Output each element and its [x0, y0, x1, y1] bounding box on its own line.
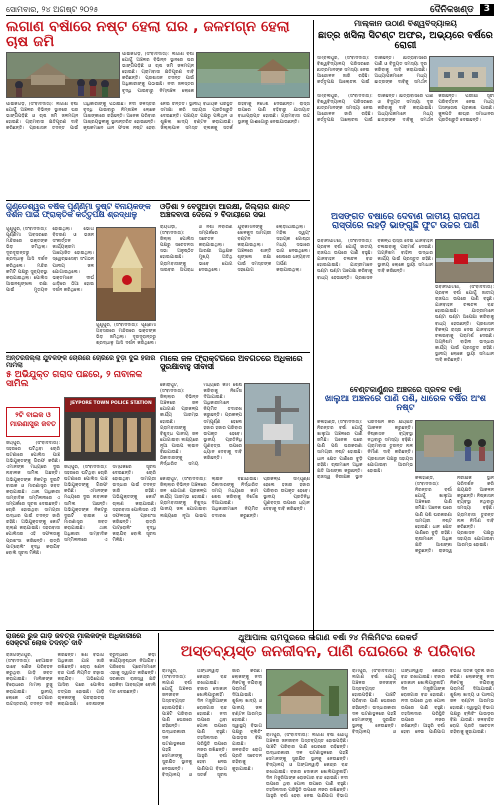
highway-body-side: ଭବାନୀପାଟଣା, (ସଂବାଦଦାତା): ପ୍ରବଳ ବର୍ଷା ଯୋଗୁଁ ଜାତୀୟ ରାଜପଥ ଉପରେ ପାଣି ବହୁଛି। ଯାନବାହନ ଚଳାଚଳ ବନ୍ଦ ହୋଇଯାଇଛି। ଯାତ୍ରୀମାନେ ଘଣ୍ଟା ଘଣ୍ଟା ଅପେକ୍ଷା କରିବାକୁ ବାଧ୍ୟ ହେଉଛନ୍ତି। ପ୍ରଶାସନ ବିକଳ୍ପ ରାସ୍ତା ଦେଇ ଯାନବାହନ ଚଳାଇବାକୁ ପରାମର୍ଶ ଦେଇଛି। ଅଗ୍ନିଶମ ବାହିନୀ ଉଦ୍ଧାର କାର୍ଯ୍ୟ ପାଇଁ ପ୍ରସ୍ତୁତ ରହିଛି। ସ୍ଥାନୀୟ ଲୋକେ ସ୍ଥାୟୀ ସମାଧାନ ଦାବି କରିଛନ୍ତି।	[435, 285, 494, 364]
lowland-body: କଳାହାଣ୍ଡି, (ସଂବାଦଦାତା): ନିରନ୍ତର ବର୍ଷା ଯୋଗୁଁ ଖାଲୁଆ ଅଞ୍ଚଳରେ ପାଣି ଜମିଛି। ଅନେକ ଘରେ ପାଣି ପଶି ଘରକରଣା ସାମଗ୍ରୀ ନଷ୍ଟ ହୋଇଛି। ଧାନ କ୍ଷେତ ପାଣିରେ ବୁଡ଼ି ରହିଛି। ଚାଷୀମାନେ ଅଧିକ କ୍ଷତି ଆଶଙ୍କା କରୁଛନ୍ତି। ରାଜସ୍ୱ ନିରୀକ୍ଷକ ସ୍ଥାନ ପରିଦର୍ଶନ କରି କ୍ଷୟକ୍ଷତି ଆକଳନ କରୁଛନ୍ତି। ନିଷ୍କାସନ ବ୍ୟବସ୍ଥା ନଥିବାରୁ ସମସ୍ୟା ବଢ଼ିଛି। ଗ୍ରାମବାସୀ ତୁରନ୍ତ ନାଳ ନିର୍ମାଣ ଦାବି କରିଛନ୍ତି। ପ୍ରଶାସନ ପକ୍ଷରୁ ସହାୟତା ଯୋଗାଇବା ଆରମ୍ଭ ହୋଇଛି।	[317, 420, 413, 480]
waterlogged-house-photo	[266, 669, 348, 729]
flooded-home-photo	[415, 420, 494, 472]
rain-disruption-body: ରାମପୁର, (ସଂବାଦଦାତା): ଲଗାଣ ବର୍ଷା ଯୋଗୁଁ ଅଞ୍ଚଳର ଜନଜୀବନ ଅସ୍ତବ୍ୟସ୍ତ ହୋଇପଡ଼ିଛି। ପାଞ୍ଚଟି ପରିବାର ପାଣି ଘେରରେ ରହିଛନ୍ତି। ଉଦ୍ଧାରକାରୀ ଦଳ ଘଟଣାସ୍ଥଳରେ ପହଞ୍ଚି ସେମାନଙ୍କୁ ସୁରକ୍ଷିତ ସ୍ଥାନକୁ ନେଉଛନ୍ତି। ବିଦ୍ୟାଳୟ ଓ ଅଙ୍ଗନୱାଡ଼ି କେନ୍ଦ୍ର ବନ୍ଦ ରଖାଯାଇଛି। ବଜାର ଦୋକାନ ଖୋଲିପାରୁନାହିଁ। ଦିନ ମଜୁରିଆଙ୍କ ରୋଜଗାର ବନ୍ଦ ହୋଇଛି। ନଦୀ ଉପରେ ଥିବା ପୋଲ ଉପରେ ପାଣି ବହୁଛି। ତହସିଲଦାର ପରିସ୍ଥିତି ଉପରେ ନଜର ରଖିଛନ୍ତି। ଆହୁରି ବର୍ଷା ହେବା ନେଇ ପାଣିପାଗ ବିଭାଗ ସତର୍କ ସୂଚନା ଜାରି କରିଛି। ଲୋକଙ୍କୁ ନଦୀ ନିକଟକୁ ନଯିବାକୁ ପରାମର୍ଶ ଦିଆଯାଇଛି। ଶୁଖିଲା ଖାଦ୍ୟ ଓ ପାନୀୟ ଜଳ ବଣ୍ଟନ ଆରମ୍ଭ ହୋଇଛି। ସ୍ୱାସ୍ଥ୍ୟ ବିଭାଗ ପକ୍ଷରୁ ବ୍ଲିଚିଂ ପାଉଡ଼ର ବିଞ୍ଚା ଯାଉଛି। ଜଳବାହିତ ରୋଗ ପ୍ରତି ସଚେତନ ରହିବାକୁ କୁହାଯାଇଛି।	[352, 669, 494, 735]
highway-body: ଭବାନୀପାଟଣା, (ସଂବାଦଦାତା): ପ୍ରବଳ ବର୍ଷା ଯୋଗୁଁ ଜାତୀୟ ରାଜପଥ ଉପରେ ପାଣି ବହୁଛି। ଯାନବାହନ ଚଳାଚଳ ବନ୍ଦ ହୋଇଯାଇଛି। ଯାତ୍ରୀମାନେ ଘଣ୍ଟା ଘଣ୍ଟା ଅପେକ୍ଷା କରିବାକୁ ବାଧ୍ୟ ହେଉଛନ୍ତି। ପ୍ରଶାସନ ବିକଳ୍ପ ରାସ୍ତା ଦେଇ ଯାନବାହନ ଚଳାଇବାକୁ ପରାମର୍ଶ ଦେଇଛି। ଅଗ୍ନିଶମ ବାହିନୀ ଉଦ୍ଧାର କାର୍ଯ୍ୟ ପାଇଁ ପ୍ରସ୍ତୁତ ରହିଛି। ସ୍ଥାନୀୟ ଲୋକେ ସ୍ଥାୟୀ ସମାଧାନ ଦାବି କରିଛନ୍ତି।	[317, 239, 433, 281]
page-number: 3	[480, 4, 494, 15]
seized-vehicle-headline: ରାଜରେ ରୁଜ ଗାଡ଼ି ଜବତ୍ର ମାଲିକଙ୍କ ଅଧିକାରୀରେ ସେକ୍ଟର ଲୋକ ତଦନ୍ତ ଦାବି	[6, 633, 142, 648]
rain-disruption-body-left: ରାମପୁର, (ସଂବାଦଦାତା): ଲଗାଣ ବର୍ଷା ଯୋଗୁଁ ଅଞ୍ଚଳର ଜନଜୀବନ ଅସ୍ତବ୍ୟସ୍ତ ହୋଇପଡ଼ିଛି। ପାଞ୍ଚଟି ପରିବାର ପାଣି ଘେରରେ ରହିଛନ୍ତି। ଉଦ୍ଧାରକାରୀ ଦଳ ଘଟଣାସ୍ଥଳରେ ପହଞ୍ଚି ସେମାନଙ୍କୁ ସୁରକ୍ଷିତ ସ୍ଥାନକୁ ନେଉଛନ୍ତି। ବିଦ୍ୟାଳୟ ଓ ଅଙ୍ଗନୱାଡ଼ି କେନ୍ଦ୍ର ବନ୍ଦ ରଖାଯାଇଛି। ବଜାର ଦୋକାନ ଖୋଲିପାରୁନାହିଁ। ଦିନ ମଜୁରିଆଙ୍କ ରୋଜଗାର ବନ୍ଦ ହୋଇଛି। ନଦୀ ଉପରେ ଥିବା ପୋଲ ଉପରେ ପାଣି ବହୁଛି। ତହସିଲଦାର ପରିସ୍ଥିତି ଉପରେ ନଜର ରଖିଛନ୍ତି। ଆହୁରି ବର୍ଷା ହେବା ନେଇ ପାଣିପାଗ ବିଭାଗ ସତର୍କ ସୂଚନା ଜାରି କରିଛି। ଲୋକଙ୍କୁ ନଦୀ ନିକଟକୁ ନଯିବାକୁ ପରାମର୍ଶ ଦିଆଯାଇଛି। ଶୁଖିଲା ଖାଦ୍ୟ ଓ ପାନୀୟ ଜଳ ବଣ୍ଟନ ଆରମ୍ଭ ହୋଇଛି। ସ୍ୱାସ୍ଥ୍ୟ ବିଭାଗ ପକ୍ଷରୁ ବ୍ଲିଚିଂ ପାଉଡ଼ର ବିଞ୍ଚା ଯାଉଛି। ଜଳବାହିତ ରୋଗ ପ୍ରତି ସଚେତନ ରହିବାକୁ କୁହାଯାଇଛି।	[162, 669, 262, 778]
water-project-body: କୋରାପୁଟ, (ସଂବାଦଦାତା): ଜିଲ୍ଲାର ବିଭିନ୍ନ ଅଞ୍ଚଳରେ ଜଳ ଯୋଗାଣ ପ୍ରକଳ୍ପ କାର୍ଯ୍ୟ ଆରମ୍ଭ ହୋଇଛି। ଗ୍ରାମବାସୀଙ୍କୁ ବିଶୁଦ୍ଧ ପାନୀୟ ଜଳ ଯୋଗାଇବା ଲକ୍ଷ୍ୟରେ ନୂଆ ପାଇପ ଲାଇନ ବିଛାଯାଉଛି। ଠିକାଦାରଙ୍କୁ ନିର୍ଦ୍ଧାରିତ ସମୟ ମଧ୍ୟରେ କାମ ଶେଷ କରିବାକୁ ନିର୍ଦ୍ଦେଶ ଦିଆଯାଇଛି। ଅଧିକାରୀମାନେ ନିୟମିତ ତଦାରଖ କରୁଛନ୍ତି। ପ୍ରକଳ୍ପ ସମ୍ପୂର୍ଣ୍ଣ ହେଲେ ହଜାର ହଜାର ପରିବାର ଉପକୃତ ହେବେ। ସ୍ଥାନୀୟ ପ୍ରତିନିଧି ଗୁଣବତ୍ତା ଉପରେ ଧ୍ୟାନ ଦେବାକୁ ଦାବି କରିଛନ୍ତି।	[160, 477, 310, 519]
police-meeting-body: ରାୟଗଡ଼ା, (ସଂବାଦଦାତା): ଜିଲ୍ଲା ପୋଲିସ ପକ୍ଷରୁ ସଚେତନତା ସଭା ଅନୁଷ୍ଠିତ ହୋଇଯାଇଛି। ଗ୍ରାମବାସୀଙ୍କୁ ସାଇବର ଅପରାଧ ଓ ନିଶା ନିବାରଣ ସମ୍ପର୍କରେ ସଚେତନ କରାଯାଇଥିଲା। ଆରକ୍ଷୀ ଅଧିକ୍ଷକ ମୁଖ୍ୟ ଅତିଥି ଭାବେ ଯୋଗ ଦେଇଥିଲେ। ଯୁବକମାନଙ୍କୁ ଖେଳକୁଦ ସାମଗ୍ରୀ ବଣ୍ଟନ କରାଯାଇଥିଲା। ଅଞ୍ଚଳରେ ଶାନ୍ତି ଶୃଙ୍ଖଳା ରକ୍ଷା ପାଇଁ ସମସ୍ତଙ୍କ ସହଯୋଗ ଲୋଡ଼ାଯାଇଥିଲା। ମହିଳା ସ୍ୱୟଂ ସହାୟକ ଗୋଷ୍ଠୀ ମଧ୍ୟ ସଭାରେ ଭାଗ ନେଇଥିଲେ। ଶେଷରେ ଧନ୍ୟବାଦ ଅର୍ପଣ କରାଯାଇଥିଲା।	[160, 225, 310, 273]
police-meeting-headline: ଓଡ଼ିଶା ୨ ବେସୁଆଡ଼ା ଆରକ୍ଷୀ, ଜିଲ୍ଲାର ଶାନ୍ତ ଅଞ୍ଚଳବାସୀ ଦେଲେ ୨ ବିଦାୟୀରେ ସଭା	[160, 203, 291, 219]
theft-kicker: ଅନ୍ତରଜିଲ୍ଲା ଯୁବକଙ୍କ ଚୋରିରେ ଚୋରିରେ ବୁଡ଼ା ଦୁଇ ହଜାର ମାମଲା	[6, 355, 156, 370]
column-divider	[313, 20, 314, 640]
house-damage-photo	[6, 52, 120, 98]
lowland-body-side: କଳାହାଣ୍ଡି, (ସଂବାଦଦାତା): ନିରନ୍ତର ବର୍ଷା ଯୋଗୁଁ ଖାଲୁଆ ଅଞ୍ଚଳରେ ପାଣି ଜମିଛି। ଅନେକ ଘରେ ପାଣି ପଶି ଘରକରଣା ସାମଗ୍ରୀ ନଷ୍ଟ ହୋଇଛି। ଧାନ କ୍ଷେତ ପାଣିରେ ବୁଡ଼ି ରହିଛି। ଚାଷୀମାନେ ଅଧିକ କ୍ଷତି ଆଶଙ୍କା କରୁଛନ୍ତି। ରାଜସ୍ୱ ନିରୀକ୍ଷକ ସ୍ଥାନ ପରିଦର୍ଶନ କରି କ୍ଷୟକ୍ଷତି ଆକଳନ କରୁଛନ୍ତି। ନିଷ୍କାସନ ବ୍ୟବସ୍ଥା ନଥିବାରୁ ସମସ୍ୟା ବଢ଼ିଛି। ଗ୍ରାମବାସୀ ତୁରନ୍ତ ନାଳ ନିର୍ମାଣ ଦାବି କରିଛନ୍ତି। ପ୍ରଶାସନ ପକ୍ଷରୁ ସହାୟତା ଯୋଗାଇବା ଆରମ୍ଭ ହୋଇଛି।	[415, 476, 494, 555]
column-divider	[158, 633, 159, 805]
story-police-meeting	[160, 203, 310, 343]
lead-body: ପାଇକଗଡ଼, (ସଂବାଦଦାତା): ଲଗାଣ ବର୍ଷା ଯୋଗୁଁ ଅଞ୍ଚଳର ବିଭିନ୍ନ ସ୍ଥାନରେ ଘର ଭାଙ୍ଗିପଡ଼ିଛି ଓ ଚାଷ ଜମି ଜଳମଗ୍ନ ହୋଇଛି। ଗ୍ରାମବାସୀ କ୍ଷତିପୂରଣ ଦାବି କରିଛନ୍ତି। ପ୍ରଶାସନ ତଦନ୍ତ ପାଇଁ ଅଧିକାରୀଙ୍କୁ ପଠାଇଛି। ନଦୀ ଜଳସ୍ତର ବୃଦ୍ଧି ପାଇବାରୁ ନିମ୍ନାଞ୍ଚଳ ଲୋକେ	[122, 52, 194, 94]
lead-headline: ଲଗାଣ ବର୍ଷାରେ ନଷ୍ଟ ହେଲା ଘର , ଜଳମଗ୍ନ ହେଲା ଚାଷ ଜମି	[6, 20, 290, 51]
flooded-road-photo	[435, 239, 494, 283]
temple-headline: ଗୁଣ୍ଡେଶ୍ୱର ବର୍ଷିକ ପୂର୍ଣ୍ଣିମା ଦୁଷ୍ଟ ବିନାୟକଙ୍କ ଦର୍ଶନ ପାଇଁ ଫ୍ରାକ୍ତିକ କର୍ତ୍ତୃପକ୍ଷ ଶ୍ରଦ୍ଧାଳୁ	[6, 203, 151, 220]
story-highway	[317, 213, 494, 383]
water-project-headline: ମାଲେ ଜଳ ଫ୍ରାକ୍ଟରିରେ ଅବଗତରେ ଅଧିକାରେ ସୁରକ୍ଷାବାହୁ ସୀବାସୀ	[160, 355, 303, 372]
story-lowland-flood	[317, 386, 494, 626]
section-rule	[6, 630, 494, 631]
temple-body-side: ଗୁଣୁପୁର, (ସଂବାଦଦାତା): ପୂର୍ଣ୍ଣିମା ଅବସରରେ ମନ୍ଦିରରେ ଭକ୍ତଙ୍କ ଭିଡ଼ ଜମିଥିଲା। ଦୂରଦୂରାନ୍ତରୁ ଶ୍ରଦ୍ଧାଳୁ ଆସି ଦର୍ଶନ କରିଥିଲେ।	[96, 323, 156, 347]
theft-body-left: ଜୟପୁର, (ସଂବାଦଦାତା): ସହରରେ ଘଟିଥିବା ଚୋରି ଘଟଣାରେ ପୋଲିସ ପାଞ୍ଚ ଅଭିଯୁକ୍ତଙ୍କୁ ଗିରଫ କରିଛି। ଏମାନଙ୍କ ମଧ୍ୟରେ ଦୁଇ ନାବାଳକ ସାମିଲ ଅଛନ୍ତି। ଅଭିଯୁକ୍ତଙ୍କ ନିକଟରୁ ଦୁଇଟି ବାଇକ ଓ ମାରଣାସ୍ତ୍ର ଜବତ କରାଯାଇଛି। ଥାନା ଅଧିକାରୀ ସାମ୍ବାଦିକ ସମ୍ମିଳନୀରେ ଏ ସମ୍ପର୍କରେ ସୂଚନା ଦେଇଛନ୍ତି। ଚୋରି ହୋଇଥିବା ସାମଗ୍ରୀ ଉଦ୍ଧାର ପାଇଁ ତଦନ୍ତ ଜାରି ରହିଛି। ଅଭିଯୁକ୍ତଙ୍କୁ କୋର୍ଟ ଚାଲାଣ କରାଯାଇଛି। ସହରବାସୀ ପୋଲିସର ଏହି ସଫଳତାକୁ ପ୍ରଶଂସା କରିଛନ୍ତି। ରାତ୍ରି ପାଟ୍ରୋଲିଂ ବୃଦ୍ଧି କରାଯିବ ବୋଲି ସୂଚନା ମିଳିଛି।	[6, 441, 60, 556]
page-header	[6, 4, 494, 16]
flooded-field-photo	[196, 52, 310, 98]
section-rule	[6, 352, 310, 353]
story-seized-vehicle	[6, 633, 156, 805]
masthead-brand: ଦୈନିକଖଣ୍ଡ	[429, 4, 474, 15]
temple-photo	[96, 227, 156, 321]
university-body: ସମ୍ବଲପୁର, (ସଂବାଦଦାତା): ବିଶ୍ୱବିଦ୍ୟାଳୟ ପରିସରରେ ଛାତ୍ରମାନଙ୍କ ସମସ୍ୟା ନେଇ ଆନ୍ଦୋଳନ ଜାରି ରହିଛି। କର୍ତ୍ତୃପକ୍ଷ ଆଲୋଚନା ପାଇଁ ଡାକିଛନ୍ତି। ଛାତ୍ରାବାସରେ ପାଣି ଓ ବିଦ୍ୟୁତ ସମସ୍ୟା ଦୂର କରିବାକୁ ଦାବି କରାଯାଇଛି। ଅଧ୍ୟାପକମାନେ ମଧ୍ୟ ଛାତ୍ରଙ୍କ ଦାବିକୁ ସମର୍ଥନ କରିଛନ୍ତି। ପରୀକ୍ଷା ସୂଚୀ ପରିବର୍ତ୍ତନ ନେଇ ମଧ୍ୟ ଅସନ୍ତୋଷ ପ୍ରକାଶ ପାଇଛି। କୁଳପତି ଶୀଘ୍ର ସମାଧାନର ପ୍ରତିଶ୍ରୁତି ଦେଇଛନ୍ତି।	[317, 94, 494, 124]
university-kicker: ମାଲ୍କାନ ଉଠାଣ ବିଶ୍ୱବିଦ୍ୟାଳୟ	[354, 20, 457, 28]
story-temple	[6, 203, 156, 351]
temple-body: ଗୁଣୁପୁର, (ସଂବାଦଦାତା): ପୂର୍ଣ୍ଣିମା ଅବସରରେ ମନ୍ଦିରରେ ଭକ୍ତଙ୍କ ଭିଡ଼ ଜମିଥିଲା। ଦୂରଦୂରାନ୍ତରୁ ଶ୍ରଦ୍ଧାଳୁ ଆସି ଦର୍ଶନ କରିଥିଲେ। ମନ୍ଦିର କମିଟି ପକ୍ଷରୁ ସୁବ୍ୟବସ୍ଥା କରାଯାଇଥିଲା। ପୋଲିସ ଆଇନଶୃଙ୍ଖଳା ରକ୍ଷା ପାଇଁ ମୁତୟନ ହୋଇଥିଲା। ଭୋଗ ବିତରଣ ଓ ଭଜନ ସଂକୀର୍ତ୍ତନ କାର୍ଯ୍ୟକ୍ରମ ଆୟୋଜିତ ହୋଇଥିଲା। ସ୍ୱେଚ୍ଛାସେବୀ ସଂଗଠନ ପାନୀୟ ଜଳ ଯୋଗାଇଥିଲେ। ଭକ୍ତମାନେ ଦୀର୍ଘ ଧାଡ଼ିରେ ଠିଆ ହୋଇ ଦର୍ଶନ କରିଥିଲେ।	[6, 227, 94, 293]
seizure-badge	[6, 407, 60, 437]
lowland-headline: ଖାଲୁଆ ଅଞ୍ଚଳରେ ପାଣି ପଶି, ଧାରେକ ବର୍ଷିର ଅଂଶ ନଷ୍ଟ	[324, 394, 487, 414]
lead-body-continued: ପାଇକଗଡ଼, (ସଂବାଦଦାତା): ଲଗାଣ ବର୍ଷା ଯୋଗୁଁ ଅଞ୍ଚଳର ବିଭିନ୍ନ ସ୍ଥାନରେ ଘର ଭାଙ୍ଗିପଡ଼ିଛି ଓ ଚାଷ ଜମି ଜଳମଗ୍ନ ହୋଇଛି। ଗ୍ରାମବାସୀ କ୍ଷତିପୂରଣ ଦାବି କରିଛନ୍ତି। ପ୍ରଶାସନ ତଦନ୍ତ ପାଇଁ ଅଧିକାରୀଙ୍କୁ ପଠାଇଛି। ନଦୀ ଜଳସ୍ତର ବୃଦ୍ଧି ପାଇବାରୁ ନିମ୍ନାଞ୍ଚଳ ଲୋକେ ଆଶଙ୍କାରେ ରହିଛନ୍ତି। ଅନେକ ପରିବାର ଆଶ୍ରୟସ୍ଥଳୀକୁ ସ୍ଥାନାନ୍ତରିତ ହୋଇଛନ୍ତି। କୃଷକମାନେ ଧାନ ଫସଲ ନଷ୍ଟ ହେବା ନେଇ ଚିନ୍ତିତ। ସ୍ଥାନୀୟ ବିଧାୟକ ପରିସ୍ଥିତି ସମୀକ୍ଷା କରି ସହାୟତା ପ୍ରତିଶ୍ରୁତି ଦେଇଛନ୍ତି। ପଞ୍ଚାୟତ ପକ୍ଷରୁ ପଲିଥିନ ଓ ଶୁଖିଲା ଖାଦ୍ୟ ବଣ୍ଟନ କରାଯାଉଛି। ଜିଲ୍ଲାପାଳ ସମସ୍ତ ବ୍ଲକକୁ ସତର୍କ ରହିବାକୁ ନିର୍ଦ୍ଦେଶ ଦେଇଛନ୍ତି। ରାସ୍ତା ଉପରେ ପାଣି ବହିବାରୁ ଯାତାୟାତ ବାଧାପ୍ରାପ୍ତ ହୋଇଛି। ଗ୍ରାମବାସୀ ଉଚ୍ଚ ସ୍ଥାନକୁ ଗାଈଗୋରୁ ନେଇଯାଉଛନ୍ତି।	[6, 102, 310, 132]
theft-body: ଜୟପୁର, (ସଂବାଦଦାତା): ସହରରେ ଘଟିଥିବା ଚୋରି ଘଟଣାରେ ପୋଲିସ ପାଞ୍ଚ ଅଭିଯୁକ୍ତଙ୍କୁ ଗିରଫ କରିଛି। ଏମାନଙ୍କ ମଧ୍ୟରେ ଦୁଇ ନାବାଳକ ସାମିଲ ଅଛନ୍ତି। ଅଭିଯୁକ୍ତଙ୍କ ନିକଟରୁ ଦୁଇଟି ବାଇକ ଓ ମାରଣାସ୍ତ୍ର ଜବତ କରାଯାଇଛି। ଥାନା ଅଧିକାରୀ ସାମ୍ବାଦିକ ସମ୍ମିଳନୀରେ ଏ ସମ୍ପର୍କରେ ସୂଚନା ଦେଇଛନ୍ତି। ଚୋରି ହୋଇଥିବା ସାମଗ୍ରୀ ଉଦ୍ଧାର ପାଇଁ ତଦନ୍ତ ଜାରି ରହିଛି। ଅଭିଯୁକ୍ତଙ୍କୁ କୋର୍ଟ ଚାଲାଣ କରାଯାଇଛି। ସହରବାସୀ ପୋଲିସର ଏହି ସଫଳତାକୁ ପ୍ରଶଂସା କରିଛନ୍ତି। ରାତ୍ରି ପାଟ୍ରୋଲିଂ ବୃଦ୍ଧି କରାଯିବ ବୋଲି ସୂଚନା ମିଳିଛି।	[64, 465, 156, 544]
seizure-badge-text: ୨ଟି ବାଇକ ଓ ମାରଣାସ୍ତ୍ର ଜବତ	[10, 411, 56, 428]
water-pipeline-photo	[244, 383, 310, 473]
highway-headline: ଅସଙ୍ଗତ ବର୍ଷାରେ ଦେବାଣ ଜାତୀୟ ରାଜପଥ ରାସ୍ତାରେ ଲହଡ଼ି ଭାଙ୍ଗୁଛି ଫୁଟ ଉଚ୍ଚର ପାଣି	[330, 213, 481, 232]
rain-disruption-headline: ଅସ୍ତବ୍ୟସ୍ତ ଜନଜୀବନ, ପାଣି ଘେରରେ ୫ ପରିବାର	[180, 642, 476, 661]
police-station-photo	[64, 397, 156, 461]
story-water-project	[160, 355, 310, 625]
story-lead	[6, 20, 310, 198]
police-station-sign: JEYPORE TOWN POLICE STATION	[70, 401, 152, 406]
theft-headline: ୫ ଅଭିଯୁକ୍ତ ଗରାଦ ପଛରେ, ୨ ନାବାଳକ ସାମିଲ	[6, 370, 143, 390]
university-campus-photo	[429, 56, 494, 92]
lowland-kicker: ବେଣ୍ଟକାର୍ଣ୍ଣ୍ଣର ଅଞ୍ଚଳରେ ପ୍ରବଳ ବର୍ଷା	[349, 386, 462, 394]
section-rule	[6, 200, 310, 201]
story-university	[317, 20, 494, 210]
seized-vehicle-body: ରାଜଗଙ୍ଗପୁର, (ସଂବାଦଦାତା): ବେଆଇନ ଭାବେ ଖଣିଜ ପରିବହନ କରୁଥିବା ଗାଡ଼ି ଜବତ କରାଯାଇଛି। ମାଲିକଙ୍କ ବିରୋଧରେ ମାମଲା ରୁଜୁ କରାଯାଇଛି। ସ୍ଥାନୀୟ ଲୋକେ ଏହି ଘଟଣାର ଉଚ୍ଚସ୍ତରୀୟ ତଦନ୍ତ ଦାବି କରିଛନ୍ତି। ଖଣି ବିଭାଗ ଅଧିକାରୀ ଯାଞ୍ଚ ଜାରି ରଖିଛନ୍ତି। ଚୋରା ଖଣନ ବନ୍ଦ ପାଇଁ ନିୟମିତ ଚଢ଼ାଉ କରାଯିବ। ଅଭିଯୋଗ ଆସିବା ପରେ ପୋଲିସ ତତ୍ପର ହୋଇଛି। ଗାଡ଼ି ଚାଳକଙ୍କୁ ପଚରାଉଚରା କରାଯାଉଛି। ଦୋଷୀଙ୍କ ବିରୁଦ୍ଧରେ କଡ଼ା କାର୍ଯ୍ୟାନୁଷ୍ଠାନ ନିଆଯିବ। ପରିବେଶ ପ୍ରେମୀମାନେ ଏହାକୁ ସ୍ୱାଗତ କରିଛନ୍ତି। ସରକାରୀ ରାଜସ୍ୱ କ୍ଷତି ରୋକିବା ଆବଶ୍ୟକ ବୋଲି ମତ ଦେଇଛନ୍ତି।	[6, 653, 156, 707]
story-rain-disruption	[162, 633, 494, 805]
rain-disruption-body-caption: ରାମପୁର, (ସଂବାଦଦାତା): ଲଗାଣ ବର୍ଷା ଯୋଗୁଁ ଅଞ୍ଚଳର ଜନଜୀବନ ଅସ୍ତବ୍ୟସ୍ତ ହୋଇପଡ଼ିଛି। ପାଞ୍ଚଟି ପରିବାର ପାଣି ଘେରରେ ରହିଛନ୍ତି। ଉଦ୍ଧାରକାରୀ ଦଳ ଘଟଣାସ୍ଥଳରେ ପହଞ୍ଚି ସେମାନଙ୍କୁ ସୁରକ୍ଷିତ ସ୍ଥାନକୁ ନେଉଛନ୍ତି। ବିଦ୍ୟାଳୟ ଓ ଅଙ୍ଗନୱାଡ଼ି କେନ୍ଦ୍ର ବନ୍ଦ ରଖାଯାଇଛି। ବଜାର ଦୋକାନ ଖୋଲିପାରୁନାହିଁ। ଦିନ ମଜୁରିଆଙ୍କ ରୋଜଗାର ବନ୍ଦ ହୋଇଛି। ନଦୀ ଉପରେ ଥିବା ପୋଲ ଉପରେ ପାଣି ବହୁଛି। ତହସିଲଦାର ପରିସ୍ଥିତି ଉପରେ ନଜର ରଖିଛନ୍ତି। ଆହୁରି ବର୍ଷା ହେବା ନେଇ ପାଣିପାଗ ବିଭାଗ	[266, 733, 348, 799]
water-project-body-top: କୋରାପୁଟ, (ସଂବାଦଦାତା): ଜିଲ୍ଲାର ବିଭିନ୍ନ ଅଞ୍ଚଳରେ ଜଳ ଯୋଗାଣ ପ୍ରକଳ୍ପ କାର୍ଯ୍ୟ ଆରମ୍ଭ ହୋଇଛି। ଗ୍ରାମବାସୀଙ୍କୁ ବିଶୁଦ୍ଧ ପାନୀୟ ଜଳ ଯୋଗାଇବା ଲକ୍ଷ୍ୟରେ ନୂଆ ପାଇପ ଲାଇନ ବିଛାଯାଉଛି। ଠିକାଦାରଙ୍କୁ ନିର୍ଦ୍ଧାରିତ ସମୟ ମଧ୍ୟରେ କାମ ଶେଷ କରିବାକୁ ନିର୍ଦ୍ଦେଶ ଦିଆଯାଇଛି। ଅଧିକାରୀମାନେ ନିୟମିତ ତଦାରଖ କରୁଛନ୍ତି। ପ୍ରକଳ୍ପ ସମ୍ପୂର୍ଣ୍ଣ ହେଲେ ହଜାର ହଜାର ପରିବାର ଉପକୃତ ହେବେ। ସ୍ଥାନୀୟ ପ୍ରତିନିଧି ଗୁଣବତ୍ତା ଉପରେ ଧ୍ୟାନ ଦେବାକୁ ଦାବି କରିଛନ୍ତି।	[160, 383, 242, 468]
rain-disruption-kicker: ଥୁଆପାଲ ରାମପୁରରେ ଲଗାଣ ବର୍ଷା ୨୪ ମିଲିମିଟର ରେକର୍ଡ	[238, 633, 418, 642]
university-body-top: ସମ୍ବଲପୁର, (ସଂବାଦଦାତା): ବିଶ୍ୱବିଦ୍ୟାଳୟ ପରିସରରେ ଛାତ୍ରମାନଙ୍କ ସମସ୍ୟା ନେଇ ଆନ୍ଦୋଳନ ଜାରି ରହିଛି। କର୍ତ୍ତୃପକ୍ଷ ଆଲୋଚନା ପାଇଁ ଡାକିଛନ୍ତି। ଛାତ୍ରାବାସରେ ପାଣି ଓ ବିଦ୍ୟୁତ ସମସ୍ୟା ଦୂର କରିବାକୁ ଦାବି କରାଯାଇଛି। ଅଧ୍ୟାପକମାନେ ମଧ୍ୟ ଛାତ୍ରଙ୍କ ଦାବିକୁ ସମର୍ଥନ	[317, 56, 427, 86]
university-headline: ଛାତ୍ର ଖସିଲା ସିଟଣ୍ଟ ଅଫର, ଅଭ୍ୟରେ ବର୍ଷରେ ରୋଗୀ	[318, 29, 493, 51]
story-theft	[6, 355, 156, 625]
page-dateline: ସୋମବାର, ୨୪ ଅଗଷ୍ଟ ୨୦୨୫	[6, 4, 99, 14]
